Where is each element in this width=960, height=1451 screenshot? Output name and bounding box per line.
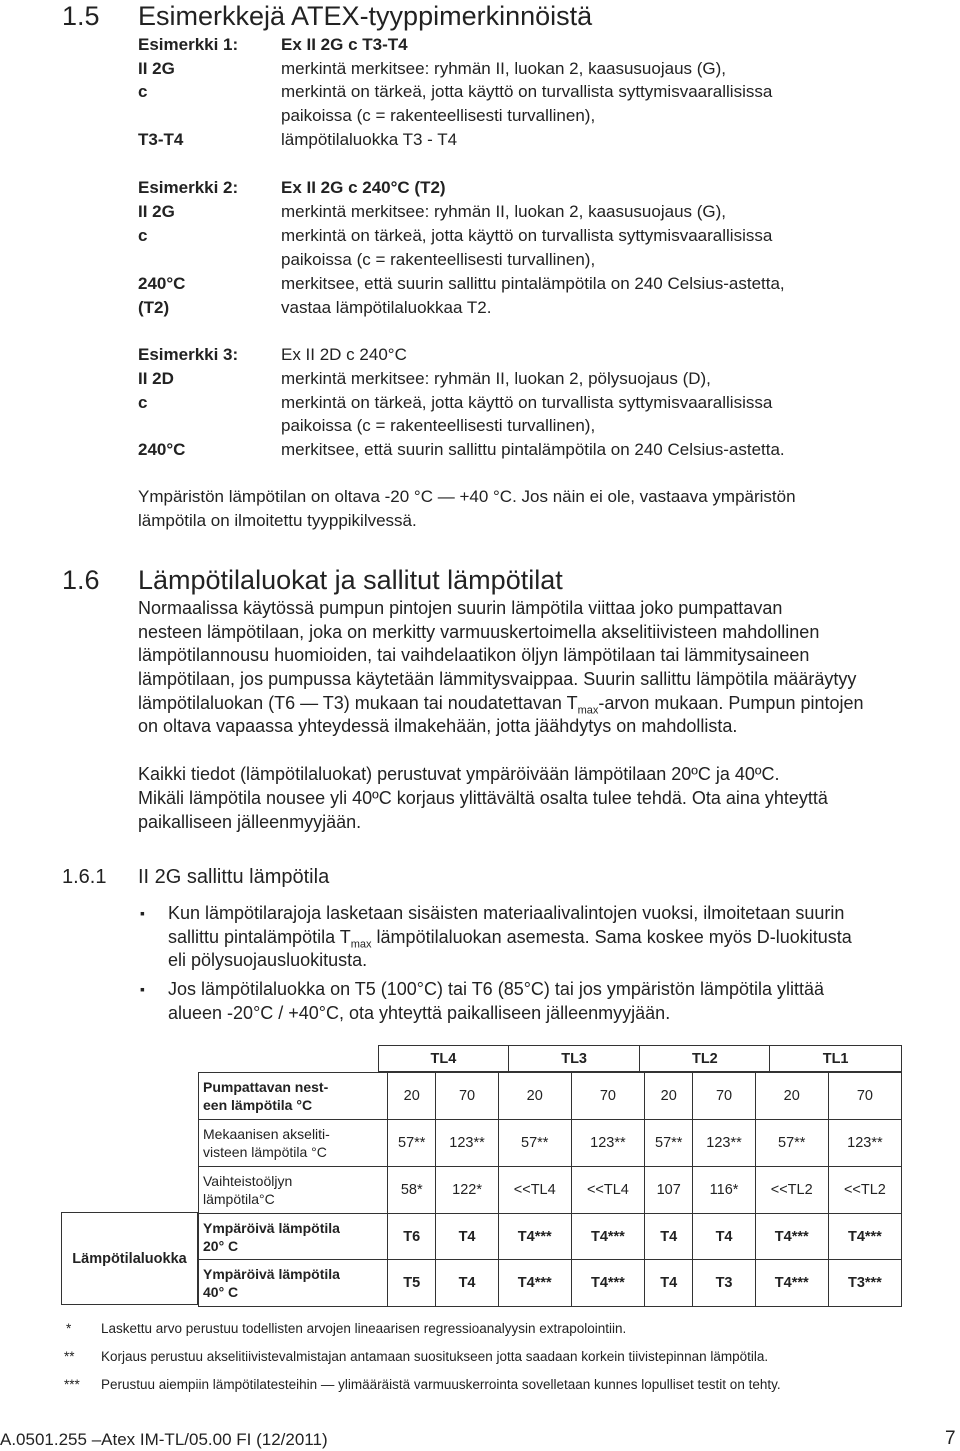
table-header-cell: TL2: [640, 1046, 770, 1072]
table-row: [199, 1120, 902, 1167]
subscript: max: [577, 704, 599, 717]
marking-key: II 2D: [138, 369, 174, 388]
table-cell: T4***: [755, 1260, 828, 1307]
table-cell: 57**: [644, 1120, 692, 1167]
row-label-line: visteen lämpötila °C: [203, 1144, 327, 1160]
subscript: max: [350, 938, 372, 951]
table-header-cell: TL1: [770, 1046, 902, 1072]
paragraph-line: lämpötilaan, jos pumpussa käytetään lämmitysvaippaa. Suurin sallittu lämpötila määräytyy: [138, 669, 857, 689]
marking-desc: paikoissa (c = rakenteellisesti turvallinen),: [281, 106, 596, 125]
table-header: [378, 1045, 902, 1072]
marking-desc: vastaa lämpötilaluokkaa T2.: [281, 298, 492, 317]
table-cell: 70: [828, 1073, 901, 1120]
paragraph-line: Normaalissa käytössä pumpun pintojen suurin lämpötila viittaa joko pumpattavan: [138, 598, 783, 618]
row-label-line: Ympäröivä lämpötila: [203, 1266, 340, 1282]
table-cell: 20: [644, 1073, 692, 1120]
marking-key: 240°C: [138, 440, 186, 459]
table-cell: 116*: [693, 1167, 755, 1214]
footnote-mark: ***: [64, 1377, 80, 1392]
doc-code: A.0501.255 –Atex IM-TL/05.00 FI (12/2011): [0, 1430, 328, 1449]
table-cell: T4: [644, 1214, 692, 1260]
marking-key: II 2G: [138, 202, 175, 221]
example-code: Ex II 2G c T3-T4: [281, 35, 408, 54]
bullet-text: Kun lämpötilarajoja lasketaan sisäisten materiaalivalintojen vuoksi, ilmoitetaan suurin: [168, 903, 845, 923]
paragraph-line: Kaikki tiedot (lämpötilaluokat) perustuvat ympäröivään lämpötilaan 20ºC ja 40ºC.: [138, 764, 780, 784]
bullet-icon: ▪: [140, 905, 145, 921]
marking-desc: merkintä merkitsee: ryhmän II, luokan 2, kaasusuojaus (G),: [281, 202, 727, 221]
table-row: [199, 1260, 902, 1307]
table-header-cell: TL4: [379, 1046, 509, 1072]
example-code: Ex II 2G c 240°C (T2): [281, 178, 446, 197]
table-cell: T4: [436, 1214, 498, 1260]
marking-desc: merkitsee, että suurin sallittu pintalämpötila on 240 Celsius-astetta,: [281, 274, 785, 293]
table-cell: 123**: [693, 1120, 755, 1167]
row-label-line: een lämpötila °C: [203, 1097, 313, 1113]
marking-desc: merkitsee, että suurin sallittu pintalämpötila on 240 Celsius-astetta.: [281, 440, 785, 459]
table-cell: <<TL2: [755, 1167, 828, 1214]
marking-key: 240°C: [138, 274, 186, 293]
marking-key: T3-T4: [138, 130, 184, 149]
footnote-text: Laskettu arvo perustuu todellisten arvojen lineaarisen regressioanalyysin extrapolointiin.: [101, 1321, 627, 1336]
table-cell: 107: [644, 1167, 692, 1214]
table-cell: 20: [498, 1073, 571, 1120]
table-cell: 20: [755, 1073, 828, 1120]
example-heading: Esimerkki 1:: [138, 35, 239, 54]
marking-key: c: [138, 393, 148, 412]
text: lämpötilaluokan asemesta. Sama koskee myös D-luokitusta: [371, 927, 852, 947]
marking-desc: paikoissa (c = rakenteellisesti turvallinen),: [281, 250, 596, 269]
table-cell: T6: [388, 1214, 436, 1260]
paragraph-line: Mikäli lämpötila nousee yli 40ºC korjaus ylittävältä osalta tulee tehdä. Ota aina yhteyttä: [138, 788, 828, 808]
table-cell: <<TL4: [571, 1167, 644, 1214]
marking-desc: merkintä on tärkeä, jotta käyttö on turvallista syttymisvaarallisissa: [281, 82, 773, 101]
text: sallittu pintalämpötila T: [168, 927, 351, 947]
marking-desc: lämpötilaluokka T3 - T4: [281, 130, 458, 149]
table-cell: 57**: [755, 1120, 828, 1167]
table-cell: 70: [693, 1073, 755, 1120]
row-label: [199, 1167, 388, 1214]
row-label-line: Vaihteistoöljyn: [203, 1173, 293, 1189]
table-row: [199, 1073, 902, 1120]
table-cell: 123**: [571, 1120, 644, 1167]
row-label: [199, 1073, 388, 1120]
table-header-cell: TL3: [508, 1046, 640, 1072]
table-group-label: Lämpötilaluokka: [61, 1212, 198, 1305]
row-label-line: 20° C: [203, 1237, 239, 1254]
marking-desc: merkintä merkitsee: ryhmän II, luokan 2, kaasusuojaus (G),: [281, 59, 727, 78]
section-title: Esimerkkejä ATEX-tyyppimerkinnöistä: [138, 1, 593, 31]
table-cell: T3: [693, 1260, 755, 1307]
footnote-mark: **: [64, 1349, 75, 1364]
marking-desc: paikoissa (c = rakenteellisesti turvallinen),: [281, 416, 596, 435]
footnote-mark: *: [66, 1321, 72, 1336]
row-label: [199, 1120, 388, 1167]
marking-key: c: [138, 226, 148, 245]
table-cell: T4: [644, 1260, 692, 1307]
row-label-line: lämpötila°C: [203, 1191, 275, 1207]
text: -arvon mukaan. Pumpun pintojen: [598, 693, 864, 713]
table-cell: T4***: [498, 1214, 571, 1260]
text: lämpötilaluokan (T6 — T3) mukaan tai noudatettavan T: [138, 693, 578, 713]
row-label-line: 40° C: [203, 1284, 239, 1300]
table-cell: T4***: [828, 1214, 901, 1260]
bullet-text: Jos lämpötilaluokka on T5 (100°C) tai T6 (85°C) tai jos ympäristön lämpötila ylittää: [168, 979, 825, 999]
paragraph-line: paikalliseen jälleenmyyjään.: [138, 812, 362, 832]
table-cell: 57**: [498, 1120, 571, 1167]
table-cell: T4: [693, 1214, 755, 1260]
example-code: Ex II 2D c 240°C: [281, 345, 407, 364]
table-cell: <<TL2: [828, 1167, 901, 1214]
page-number: 7: [945, 1428, 956, 1449]
marking-desc: merkintä merkitsee: ryhmän II, luokan 2, pölysuojaus (D),: [281, 369, 711, 388]
table-cell: 58*: [388, 1167, 436, 1214]
row-label: [199, 1214, 388, 1260]
table-cell: 123**: [436, 1120, 498, 1167]
bullet-icon: ▪: [140, 981, 145, 997]
table-cell: 70: [436, 1073, 498, 1120]
paragraph-line: nesteen lämpötilaan, joka on merkitty varmuuskertoimella akselitiivisteen mahdollinen: [138, 622, 820, 642]
marking-key: (T2): [138, 298, 170, 317]
ambient-note: lämpötila on ilmoitettu tyyppikilvessä.: [138, 511, 417, 530]
example-heading: Esimerkki 3:: [138, 345, 239, 364]
marking-key: II 2G: [138, 59, 175, 78]
footnote-text: Korjaus perustuu akselitiivistevalmistajan antamaan suositukseen jotta saadaan korkein tiivistepinnan lämpötila.: [101, 1349, 769, 1364]
section-number: 1.6: [62, 565, 100, 595]
bullet-text: eli pölysuojausluokitusta.: [168, 950, 368, 970]
temperature-class-table: [198, 1072, 902, 1307]
marking-desc: merkintä on tärkeä, jotta käyttö on turvallista syttymisvaarallisissa: [281, 226, 773, 245]
row-label-line: Ympäröivä lämpötila: [203, 1219, 340, 1236]
paragraph-line: lämpötilannousu huomioiden, tai vaihdelaatikon öljyn lämpötilaan tai lämmitysaineen: [138, 645, 810, 665]
table-cell: 122*: [436, 1167, 498, 1214]
table-cell: T4***: [571, 1260, 644, 1307]
marking-key: c: [138, 82, 148, 101]
ambient-note: Ympäristön lämpötilan on oltava -20 °C — +40 °C. Jos näin ei ole, vastaava ympäristön: [138, 487, 796, 506]
bullet-text: alueen -20°C / +40°C, ota yhteyttä paikalliseen jälleenmyyjään.: [168, 1003, 671, 1023]
table-cell: T5: [388, 1260, 436, 1307]
section-title: II 2G sallittu lämpötila: [138, 866, 330, 888]
section-number: 1.6.1: [62, 866, 107, 888]
table-cell: 57**: [388, 1120, 436, 1167]
marking-desc: merkintä on tärkeä, jotta käyttö on turvallista syttymisvaarallisissa: [281, 393, 773, 412]
row-label-line: Mekaanisen akseliti-: [203, 1126, 330, 1142]
table-cell: T4***: [498, 1260, 571, 1307]
table-cell: T3***: [828, 1260, 901, 1307]
table-row: [199, 1214, 902, 1260]
table-cell: <<TL4: [498, 1167, 571, 1214]
table-row: [199, 1167, 902, 1214]
section-number: 1.5: [62, 1, 100, 31]
table-cell: 123**: [828, 1120, 901, 1167]
table-cell: 20: [388, 1073, 436, 1120]
row-label: [199, 1260, 388, 1307]
row-label-line: Pumpattavan nest-: [203, 1079, 329, 1095]
table-cell: T4: [436, 1260, 498, 1307]
table-cell: 70: [571, 1073, 644, 1120]
table-cell: T4***: [755, 1214, 828, 1260]
paragraph-line: on oltava vapaassa yhteydessä ilmakehään, jotta jäähdytys on mahdollista.: [138, 716, 738, 736]
footnote-text: Perustuu aiempiin lämpötilatesteihin — ylimääräistä varmuuskerrointa sovelletaan kunnes lopulliset testit on tehty.: [101, 1377, 781, 1392]
section-title: Lämpötilaluokat ja sallitut lämpötilat: [138, 565, 563, 595]
example-heading: Esimerkki 2:: [138, 178, 239, 197]
table-cell: T4***: [571, 1214, 644, 1260]
